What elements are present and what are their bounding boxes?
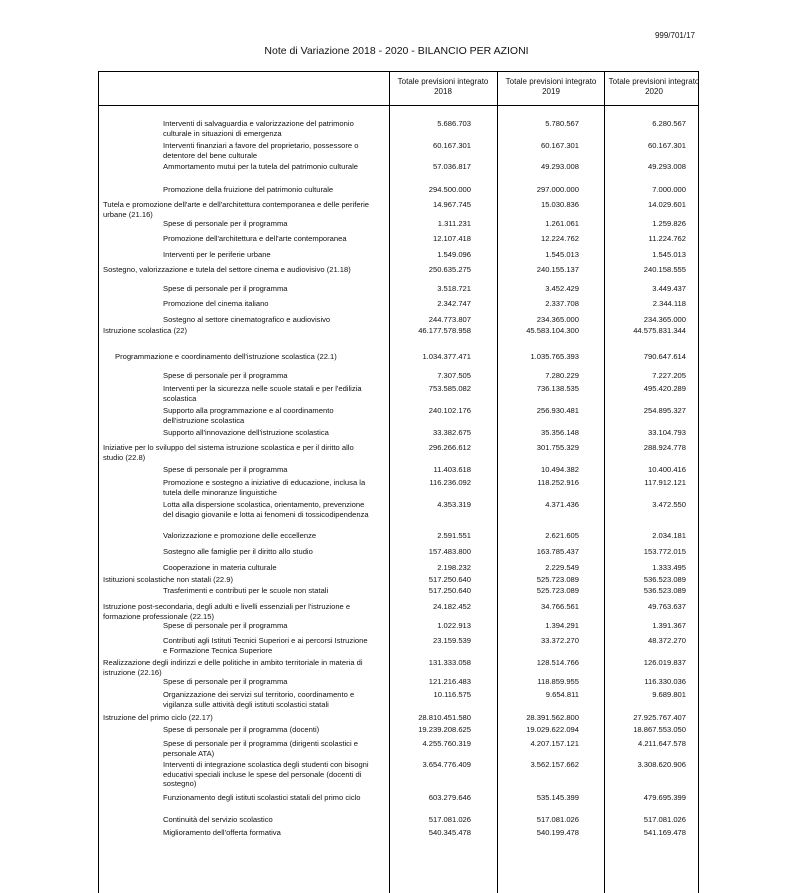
row-value-2019: 3.562.157.662 (530, 760, 579, 769)
row-value-2018: 3.654.776.409 (422, 760, 471, 769)
row-value-2020: 4.211.647.578 (638, 739, 686, 748)
row-value-2018: 57.036.817 (432, 162, 471, 171)
row-value-2020: 1.545.013 (652, 250, 686, 259)
row-label: Spese di personale per il programma (163, 219, 288, 228)
row-label: Promozione della fruizione del patrimonio culturale (163, 185, 334, 194)
row-value-2020: 495.420.289 (643, 384, 686, 393)
row-value-2018: 7.307.505 (437, 371, 471, 380)
row-value-2019: 256.930.481 (536, 406, 579, 415)
row-label: Realizzazione degli indirizzi e delle politiche in ambito territoriale in materia di istruzione (22.16) (103, 658, 363, 677)
column-header-2019: Totale previsioni integrato 2019 (505, 77, 597, 96)
row-value-2019: 736.138.535 (536, 384, 579, 393)
row-value-2018: 517.250.640 (428, 586, 471, 595)
row-value-2019: 45.583.104.300 (526, 326, 579, 335)
row-label: Spese di personale per il programma (163, 284, 288, 293)
row-value-2018: 12.107.418 (432, 234, 471, 243)
row-label: Miglioramento dell'offerta formativa (163, 828, 281, 837)
row-value-2018: 244.773.807 (428, 315, 471, 324)
row-value-2020: 517.081.026 (643, 815, 686, 824)
row-value-2018: 4.353.319 (437, 500, 471, 509)
row-value-2020: 541.169.478 (643, 828, 686, 837)
row-value-2020: 11.224.762 (648, 234, 686, 243)
row-value-2018: 157.483.800 (428, 547, 471, 556)
row-value-2019: 1.035.765.393 (530, 352, 579, 361)
row-label: Promozione del cinema italiano (163, 299, 269, 308)
row-value-2018: 294.500.000 (428, 185, 471, 194)
row-value-2019: 34.766.561 (540, 602, 579, 611)
row-value-2019: 1.261.061 (545, 219, 579, 228)
row-value-2020: 1.259.826 (652, 219, 686, 228)
row-value-2018: 3.518.721 (437, 284, 471, 293)
row-label: Spese di personale per il programma (docenti) (163, 725, 320, 734)
row-label: Funzionamento degli istituti scolastici statali del primo ciclo (163, 793, 361, 802)
row-value-2018: 46.177.578.958 (418, 326, 471, 335)
row-value-2018: 2.342.747 (437, 299, 471, 308)
row-label: Interventi di integrazione scolastica degli studenti con bisogni educativi speciali incluse le spese del personale (docenti di sostegno) (163, 760, 369, 789)
row-label: Sostegno, valorizzazione e tutela del settore cinema e audiovisivo (21.18) (103, 265, 351, 274)
row-value-2020: 6.280.567 (652, 119, 686, 128)
row-label: Sostegno al settore cinematografico e audiovisivo (163, 315, 331, 324)
row-label: Cooperazione in materia culturale (163, 563, 277, 572)
row-label: Spese di personale per il programma (dirigenti scolastici e personale ATA) (163, 739, 358, 758)
row-value-2019: 128.514.766 (536, 658, 579, 667)
row-value-2020: 234.365.000 (643, 315, 686, 324)
row-value-2020: 14.029.601 (647, 200, 686, 209)
row-value-2019: 234.365.000 (536, 315, 579, 324)
budget-table (98, 71, 699, 893)
row-value-2018: 517.081.026 (428, 815, 471, 824)
row-value-2020: 7.000.000 (652, 185, 686, 194)
row-value-2020: 33.104.793 (647, 428, 686, 437)
row-value-2018: 11.403.618 (433, 465, 471, 474)
row-value-2019: 118.252.916 (537, 478, 579, 487)
row-value-2019: 33.372.270 (540, 636, 579, 645)
row-value-2020: 153.772.015 (643, 547, 686, 556)
row-label: Supporto all'innovazione dell'istruzione scolastica (163, 428, 329, 437)
row-label: Organizzazione dei servizi sul territorio, coordinamento e vigilanza sulle attività degli istituti scolastici statali (163, 690, 355, 709)
row-value-2018: 240.102.176 (428, 406, 471, 415)
row-label: Promozione e sostegno a iniziative di educazione, inclusa la tutela delle minoranze linguistiche (163, 478, 366, 497)
row-value-2020: 536.523.089 (643, 575, 686, 584)
row-value-2018: 131.333.058 (428, 658, 471, 667)
row-value-2019: 2.337.708 (545, 299, 579, 308)
row-value-2019: 15.030.836 (540, 200, 579, 209)
row-value-2020: 48.372.270 (647, 636, 686, 645)
row-value-2020: 49.293.008 (647, 162, 686, 171)
row-value-2018: 121.216.483 (428, 677, 471, 686)
row-label: Promozione dell'architettura e dell'arte contemporanea (163, 234, 347, 243)
row-value-2018: 517.250.640 (428, 575, 471, 584)
row-label: Istituzioni scolastiche non statali (22.9) (103, 575, 234, 584)
row-value-2019: 118.859.955 (537, 677, 579, 686)
row-value-2020: 18.867.553.050 (633, 725, 686, 734)
row-value-2019: 10.494.382 (540, 465, 579, 474)
row-value-2018: 250.635.275 (428, 265, 471, 274)
row-label: Interventi finanziari a favore del proprietario, possessore o detentore del bene culturale (163, 141, 359, 160)
row-value-2019: 517.081.026 (536, 815, 579, 824)
page-code: 999/701/17 (654, 31, 695, 40)
row-value-2020: 10.400.416 (647, 465, 686, 474)
row-value-2019: 163.785.437 (536, 547, 579, 556)
row-value-2019: 2.621.605 (545, 531, 579, 540)
row-value-2020: 1.333.495 (652, 563, 686, 572)
row-label: Tutela e promozione dell'arte e dell'architettura contemporanea e delle periferie urbane (21.16) (103, 200, 370, 219)
row-value-2019: 297.000.000 (536, 185, 579, 194)
row-label: Sostegno alle famiglie per il diritto allo studio (163, 547, 313, 556)
row-value-2018: 28.810.451.580 (418, 713, 471, 722)
row-value-2020: 3.308.620.906 (637, 760, 686, 769)
row-value-2018: 24.182.452 (432, 602, 471, 611)
row-value-2019: 525.723.089 (536, 575, 579, 584)
row-value-2019: 9.654.811 (545, 690, 579, 699)
row-label: Interventi per la sicurezza nelle scuole statali e per l'edilizia scolastica (163, 384, 362, 403)
row-value-2019: 540.199.478 (536, 828, 579, 837)
row-value-2020: 44.575.831.344 (633, 326, 686, 335)
column-header-2020: Totale previsioni integrato 2020 (608, 77, 700, 96)
row-value-2019: 7.280.229 (545, 371, 579, 380)
row-label: Continuità del servizio scolastico (163, 815, 273, 824)
row-value-2019: 49.293.008 (540, 162, 579, 171)
row-value-2018: 2.198.232 (437, 563, 471, 572)
row-label: Ammortamento mutui per la tutela del patrimonio culturale (163, 162, 358, 171)
row-value-2020: 60.167.301 (647, 141, 686, 150)
header-divider (99, 105, 698, 106)
row-value-2020: 2.344.118 (652, 299, 686, 308)
row-label: Istruzione scolastica (22) (103, 326, 187, 335)
row-value-2018: 60.167.301 (432, 141, 471, 150)
row-value-2019: 1.394.291 (545, 621, 579, 630)
row-value-2020: 288.924.778 (643, 443, 686, 452)
row-value-2019: 12.224.762 (540, 234, 579, 243)
row-label: Contributi agli Istituti Tecnici Superiori e ai percorsi Istruzione e Formazione Tecnica Superiore (163, 636, 368, 655)
row-value-2018: 23.159.539 (432, 636, 471, 645)
row-value-2019: 35.356.148 (540, 428, 579, 437)
row-label: Spese di personale per il programma (163, 621, 288, 630)
row-value-2018: 2.591.551 (437, 531, 471, 540)
column-header-2018: Totale previsioni integrato 2018 (397, 77, 489, 96)
row-value-2018: 14.967.745 (432, 200, 471, 209)
row-value-2020: 479.695.399 (643, 793, 686, 802)
row-label: Iniziative per lo sviluppo del sistema istruzione scolastica e per il diritto allo studio (22.8) (103, 443, 354, 462)
row-label: Istruzione post-secondaria, degli adulti e livelli essenziali per l'istruzione e formazione professionale (22.15) (103, 602, 351, 621)
row-value-2018: 1.022.913 (437, 621, 471, 630)
row-value-2020: 254.895.327 (643, 406, 686, 415)
row-value-2020: 240.158.555 (643, 265, 686, 274)
row-label: Istruzione del primo ciclo (22.17) (103, 713, 213, 722)
row-value-2020: 117.912.121 (644, 478, 686, 487)
row-value-2018: 1.311.231 (437, 219, 471, 228)
row-value-2018: 116.236.092 (429, 478, 471, 487)
row-value-2018: 296.266.612 (428, 443, 471, 452)
row-value-2020: 3.472.550 (652, 500, 686, 509)
row-value-2018: 4.255.760.319 (422, 739, 471, 748)
row-value-2020: 1.391.367 (652, 621, 686, 630)
row-label: Programmazione e coordinamento dell'istruzione scolastica (22.1) (115, 352, 337, 361)
row-value-2019: 3.452.429 (545, 284, 579, 293)
row-value-2019: 525.723.089 (536, 586, 579, 595)
row-label: Supporto alla programmazione e al coordinamento dell'istruzione scolastica (163, 406, 334, 425)
row-value-2020: 116.330.036 (644, 677, 686, 686)
row-value-2018: 5.686.703 (437, 119, 471, 128)
row-label: Interventi per le periferie urbane (163, 250, 271, 259)
row-value-2020: 7.227.205 (652, 371, 686, 380)
row-value-2019: 1.545.013 (545, 250, 579, 259)
row-label: Trasferimenti e contributi per le scuole non statali (163, 586, 329, 595)
row-value-2020: 790.647.614 (643, 352, 686, 361)
row-label: Lotta alla dispersione scolastica, orientamento, prevenzione del disagio giovanile e lotta ai fenomeni di tossicodipendenza (163, 500, 369, 519)
row-value-2018: 19.239.208.625 (418, 725, 471, 734)
row-value-2020: 3.449.437 (652, 284, 686, 293)
row-value-2019: 28.391.562.800 (526, 713, 579, 722)
row-value-2018: 33.382.675 (432, 428, 471, 437)
row-value-2018: 1.549.096 (437, 250, 471, 259)
row-value-2020: 536.523.089 (643, 586, 686, 595)
row-value-2020: 2.034.181 (652, 531, 686, 540)
row-value-2018: 753.585.082 (428, 384, 471, 393)
row-value-2019: 19.029.622.094 (526, 725, 579, 734)
row-label: Spese di personale per il programma (163, 465, 288, 474)
row-value-2020: 126.019.837 (643, 658, 686, 667)
row-value-2018: 603.279.646 (428, 793, 471, 802)
row-value-2019: 535.145.399 (536, 793, 579, 802)
row-value-2019: 4.207.157.121 (530, 739, 579, 748)
row-label: Valorizzazione e promozione delle eccellenze (163, 531, 317, 540)
page-title: Note di Variazione 2018 - 2020 - BILANCIO PER AZIONI (264, 45, 529, 57)
row-value-2020: 27.925.767.407 (633, 713, 686, 722)
row-value-2019: 4.371.436 (545, 500, 579, 509)
row-value-2018: 540.345.478 (428, 828, 471, 837)
row-value-2019: 301.755.329 (536, 443, 579, 452)
row-value-2019: 2.229.549 (545, 563, 579, 572)
row-value-2019: 240.155.137 (536, 265, 579, 274)
row-value-2019: 60.167.301 (540, 141, 579, 150)
row-value-2020: 9.689.801 (652, 690, 686, 699)
row-label: Spese di personale per il programma (163, 677, 288, 686)
row-label: Interventi di salvaguardia e valorizzazione del patrimonio culturale in situazioni di emergenza (163, 119, 354, 138)
row-value-2019: 5.780.567 (545, 119, 579, 128)
row-value-2018: 1.034.377.471 (422, 352, 471, 361)
row-label: Spese di personale per il programma (163, 371, 288, 380)
row-value-2020: 49.763.637 (647, 602, 686, 611)
row-value-2018: 10.116.575 (433, 690, 471, 699)
